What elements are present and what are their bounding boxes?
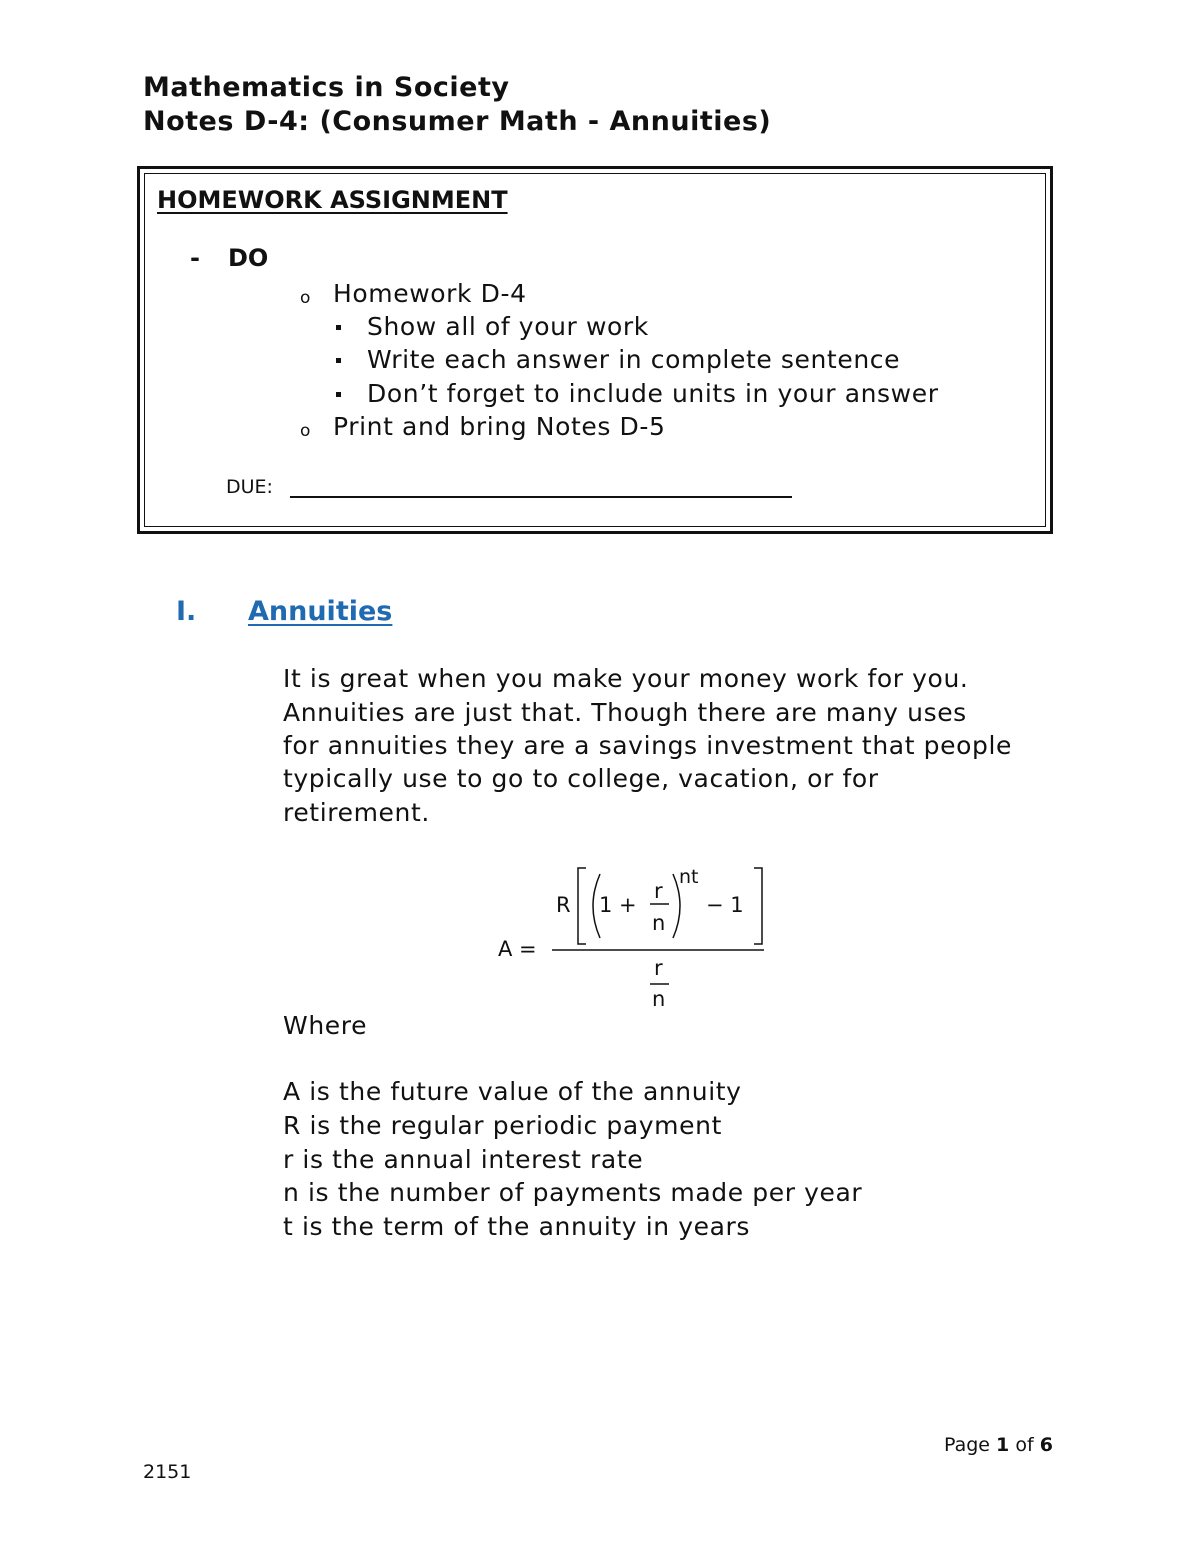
- definition-line: A is the future value of the annuity: [283, 1077, 742, 1106]
- do-dash: -: [190, 244, 200, 272]
- definition-line: n is the number of payments made per year: [283, 1178, 863, 1207]
- formula-one-plus: 1 +: [599, 893, 637, 917]
- of-word: of: [1015, 1434, 1034, 1456]
- homework-item: Print and bring Notes D-5: [333, 412, 666, 441]
- formula-n: n: [652, 911, 666, 935]
- paragraph-line: It is great when you make your money work for you.: [283, 664, 969, 693]
- circle-bullet-icon: o: [300, 288, 311, 308]
- document-code: 2151: [143, 1461, 192, 1483]
- square-bullet-icon: [336, 325, 341, 330]
- square-bullet-icon: [336, 358, 341, 363]
- document-title: Mathematics in Society: [143, 72, 510, 103]
- homework-subitem: Write each answer in complete sentence: [367, 345, 901, 374]
- circle-bullet-icon: o: [300, 421, 311, 441]
- formula-minus-one: − 1: [706, 893, 744, 917]
- homework-subitem: Show all of your work: [367, 312, 649, 341]
- section-title: Annuities: [248, 596, 393, 627]
- document-subtitle: Notes D-4: (Consumer Math - Annuities): [143, 106, 772, 137]
- formula-exponent: nt: [679, 866, 699, 888]
- homework-title: HOMEWORK ASSIGNMENT: [157, 186, 508, 214]
- paragraph-line: typically use to go to college, vacation, or for: [283, 764, 879, 793]
- due-blank-line: [290, 496, 792, 498]
- do-label: DO: [228, 244, 269, 272]
- paragraph-line: retirement.: [283, 798, 430, 827]
- definition-line: R is the regular periodic payment: [283, 1111, 722, 1140]
- formula-denominator-r: r: [654, 956, 663, 980]
- right-square-bracket: [754, 868, 762, 944]
- annuity-formula: [490, 860, 780, 1012]
- formula-R: R: [556, 893, 571, 917]
- paragraph-line: for annuities they are a savings investment that people: [283, 731, 1012, 760]
- page-total: 6: [1039, 1434, 1053, 1456]
- page-word: Page: [944, 1434, 990, 1456]
- definition-line: t is the term of the annuity in years: [283, 1212, 751, 1241]
- section-number: I.: [176, 596, 197, 627]
- definition-line: r is the annual interest rate: [283, 1145, 644, 1174]
- homework-item: Homework D-4: [333, 279, 527, 308]
- where-label: Where: [283, 1011, 368, 1040]
- formula-denominator-n: n: [652, 987, 666, 1011]
- formula-lhs: A =: [498, 937, 537, 961]
- square-bullet-icon: [336, 392, 341, 397]
- paragraph-line: Annuities are just that. Though there are many uses: [283, 698, 967, 727]
- formula-r: r: [654, 879, 663, 903]
- due-label: DUE:: [226, 476, 273, 498]
- left-square-bracket: [578, 868, 586, 944]
- homework-subitem: Don’t forget to include units in your answer: [367, 379, 939, 408]
- page-number: [944, 1434, 1053, 1456]
- page-current: 1: [996, 1434, 1010, 1456]
